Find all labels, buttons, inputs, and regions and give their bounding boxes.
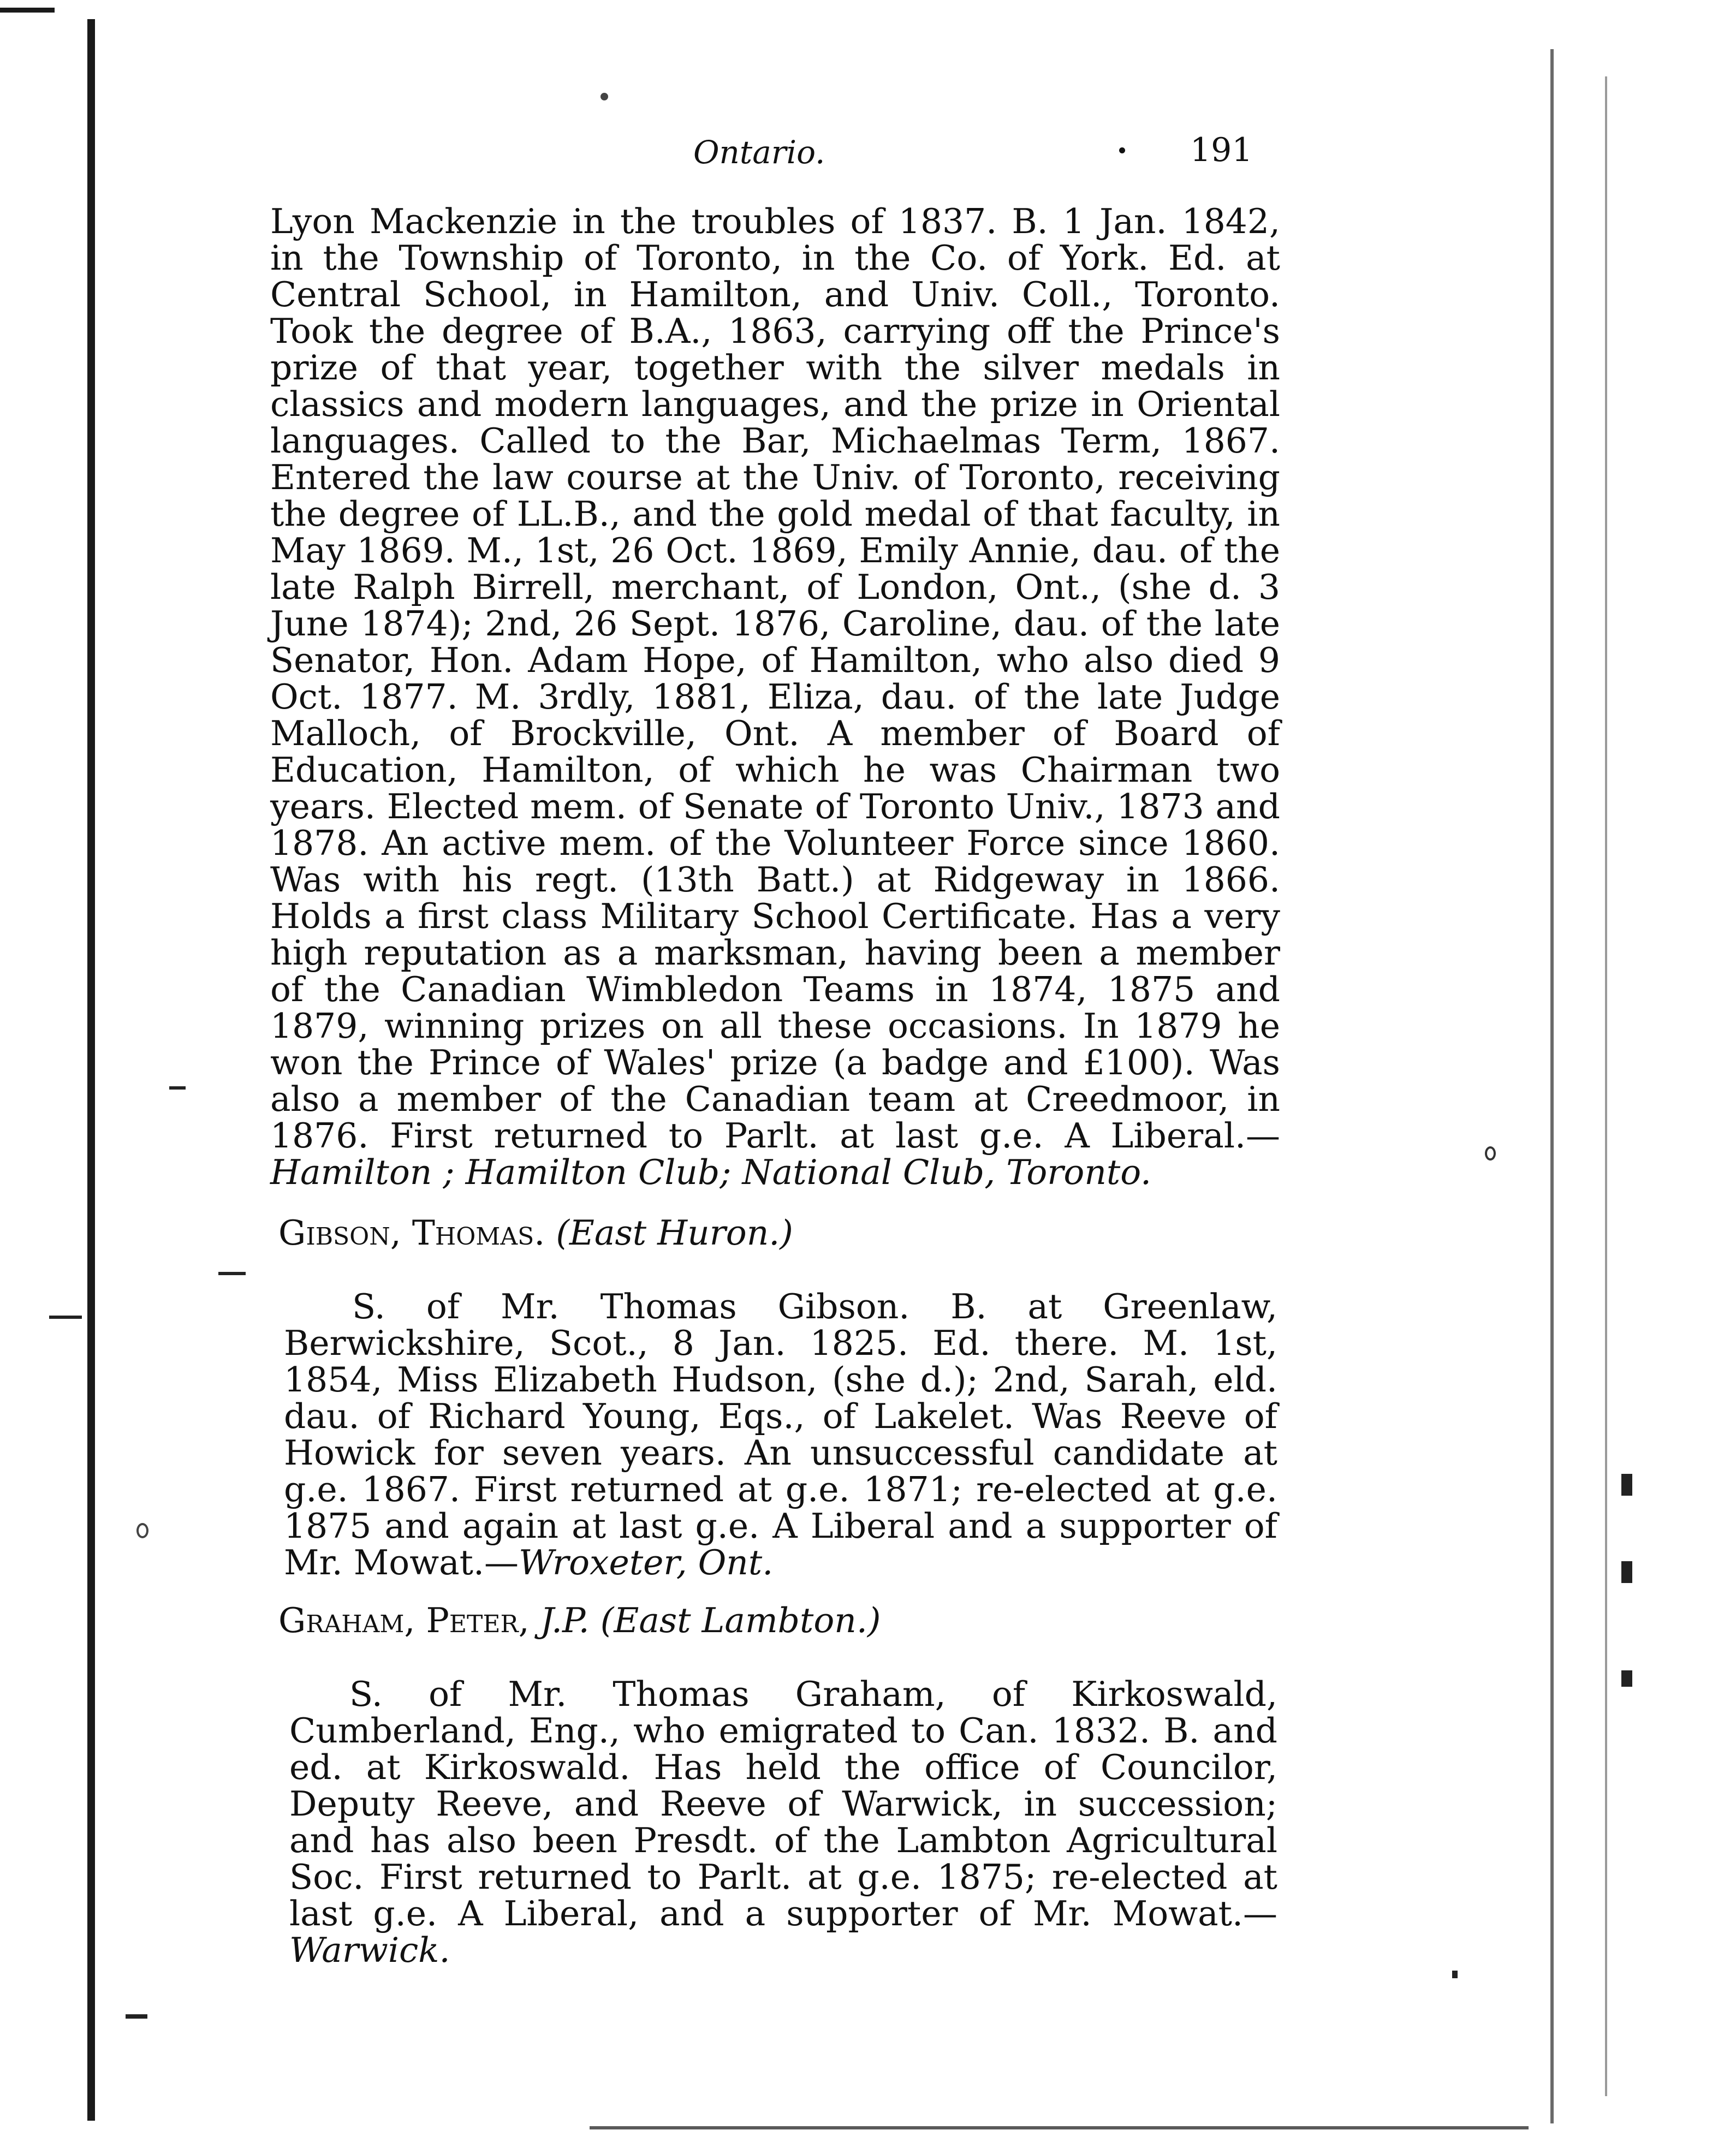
entry-riding: (East Huron.): [556, 1213, 793, 1253]
scan-speck: [49, 1316, 82, 1319]
scan-edge-right: [1550, 49, 1554, 2123]
scan-speck: [1452, 1971, 1458, 1978]
entry-surname: Graham,: [278, 1600, 415, 1640]
scan-speck: [1621, 1561, 1632, 1583]
entry-bio-gibson: [284, 1288, 1277, 1581]
scan-speck: [1621, 1474, 1632, 1496]
scan-speck: [218, 1272, 246, 1275]
scan-edge-bottom: [590, 2126, 1529, 2129]
entry-bio-body: S. of Mr. Thomas Graham, of Kirkoswald, Cumberland, Eng., who emigrated to Can. 1832. B. and ed. at Kirkoswald. Has held the office of Councilor, Deputy Reeve, and Reeve of Warwick, in succession; and has also been Presdt. of the Lambton Agricultural Soc. First returned to Parlt. at g.e. 1875; re-elected at last g.e. A Liberal, and a supporter of Mr. Mowat.—: [289, 1674, 1277, 1933]
scan-speck: [169, 1086, 186, 1090]
entry-heading-graham: [278, 1602, 881, 1639]
entry-heading-gibson: [278, 1215, 793, 1251]
continued-entry-address: Hamilton ; Hamilton Club; National Club, Toronto.: [270, 1152, 1152, 1192]
scan-corner-mark: [0, 8, 55, 13]
scan-edge-right-outer: [1605, 76, 1607, 2096]
entry-given-name: Peter,: [426, 1600, 530, 1640]
scan-speck: [1485, 1146, 1496, 1161]
continued-entry-paragraph: [270, 203, 1280, 1191]
page-header: [273, 131, 1256, 183]
scan-speck: [601, 93, 608, 100]
entry-given-name: Thomas.: [412, 1213, 545, 1253]
entry-bio-graham: [289, 1676, 1277, 1968]
continued-entry-body: Lyon Mackenzie in the troubles of 1837. B. 1 Jan. 1842, in the Township of Toronto, in the Co. of York. Ed. at Central School, in Hamilton, and Univ. Coll., Toronto. Took the degree of B.A., 1863, carrying off the Prince's prize of that year, together with the silver medals in classics and modern languages, and the prize in Oriental languages. Called to the Bar, Michaelmas Term, 1867. Entered the law course at the Univ. of Toronto, receiving the degree of LL.B., and the gold medal of that faculty, in May 1869. M., 1st, 26 Oct. 1869, Emily Annie, dau. of the late Ralph Birrell, merchant, of London, Ont., (she d. 3 June 1874); 2nd, 26 Sept. 1876, Caroline, dau. of the late Senator, Hon. Adam Hope, of Hamilton, who also died 9 Oct. 1877. M. 3rdly, 1881, Eliza, dau. of the late Judge Malloch, of Brockville, Ont. A member of Board of Education, Hamilton, of which he was Chairman two years. Elected mem. of Senate of Toronto Univ., 1873 and 1878. An active mem. of the Volunteer Force since 1860. Was with his regt. (13th Batt.) at Ridgeway in 1866. Holds a first class Military School Certificate. Has a very high reputation as a marksman, having been a member of the Canadian Wimbledon Teams in 1874, 1875 and 1879, winning prizes on all these occasions. In 1879 he won the Prince of Wales' prize (a badge and £100). Was also a member of the Canadian team at Creedmoor, in 1876. First returned to Parlt. at last g.e. A Liberal.—: [270, 201, 1280, 1156]
entry-address: Wroxeter, Ont.: [519, 1543, 774, 1582]
page-number: 191: [1190, 131, 1253, 169]
entry-riding: (East Lambton.): [600, 1600, 881, 1640]
scan-speck: [136, 1523, 148, 1538]
entry-bio-text: [289, 1676, 1277, 1968]
entry-title: J.P.: [540, 1600, 590, 1640]
continued-entry-text: [270, 203, 1280, 1191]
scan-speck: [126, 2014, 147, 2019]
scan-speck: [1621, 1670, 1632, 1687]
binding-shadow-left: [87, 19, 95, 2121]
entry-surname: Gibson,: [278, 1213, 401, 1253]
header-dot: [1119, 147, 1125, 153]
running-head: Ontario.: [693, 134, 825, 171]
entry-address: Warwick.: [289, 1930, 450, 1970]
entry-bio-body: S. of Mr. Thomas Gibson. B. at Greenlaw, Berwickshire, Scot., 8 Jan. 1825. Ed. there. M. 1st, 1854, Miss Elizabeth Hudson, (she d.); 2nd, Sarah, eld. dau. of Richard Young, Eqs., of Lakelet. Was Reeve of Howick for seven years. An unsuccessful candidate at g.e. 1867. First returned at g.e. 1871; re-elected at g.e. 1875 and again at last g.e. A Liberal and a supporter of Mr. Mowat.—: [284, 1287, 1277, 1582]
entry-bio-text: [284, 1288, 1277, 1581]
